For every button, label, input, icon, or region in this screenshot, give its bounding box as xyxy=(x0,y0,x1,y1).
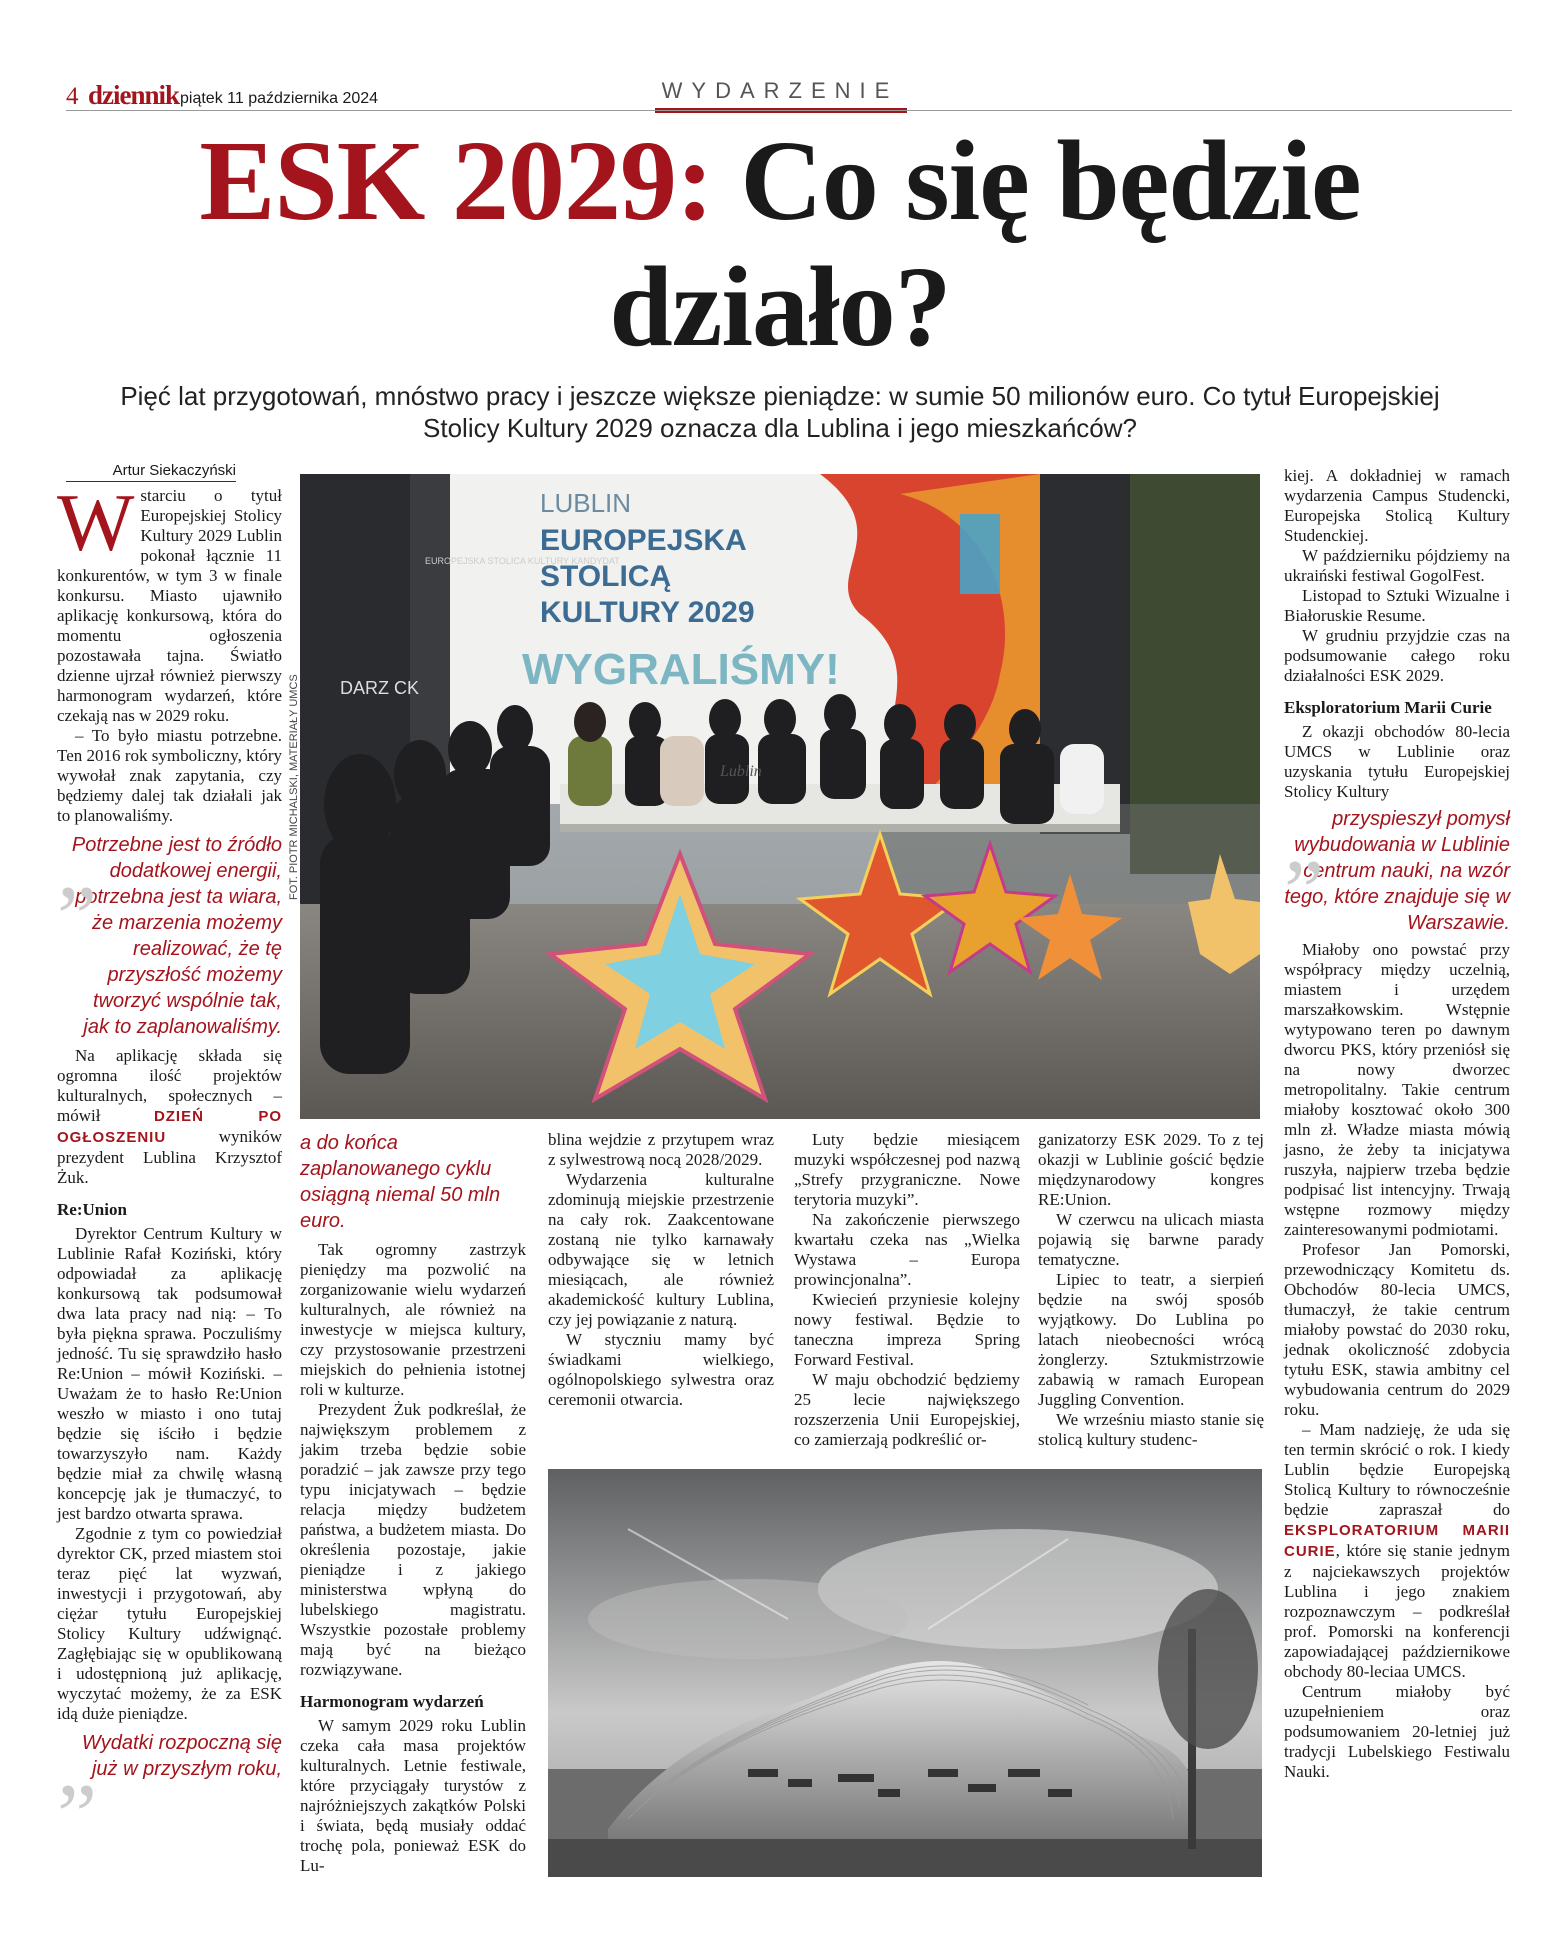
pull-quote-2-text: Wydatki rozpoczną się już w przyszłym roku, xyxy=(81,1732,282,1780)
quote-mark-icon: „ xyxy=(57,818,97,917)
col5-p3: Lipiec to teatr, a sierpień będzie na swój sposób wyjątkowy. Do Lublina po latach nieobecności wrócą żonglerzy. Sztukmistrzowie zabawią w ramach European Juggling Convention. xyxy=(1038,1270,1264,1409)
col1-p2: – To było miastu potrzebne. Ten 2016 rok symboliczny, który wywołał znak zapytania, czy będziemy dalej tak działali jak to planowaliśmy. xyxy=(57,726,282,825)
side-banner: EUROPEJSKA STOLICA KULTURY KANDYDAT xyxy=(425,556,620,566)
col6-p5: Z okazji obchodów 80-lecia UMCS w Lublinie oraz uzyskania tytułu Europejskiej Stolicy Kultury xyxy=(1284,722,1510,801)
col6-p2: W październiku pójdziemy na ukraiński festiwal GogolFest. xyxy=(1284,546,1510,585)
highlight-link-dzien[interactable]: DZIEŃ PO OGŁOSZENIU xyxy=(57,1108,283,1146)
col1-p4: Dyrektor Centrum Kultury w Lublinie Rafał Koziński, który odpowiadał za aplikację konkursową tak podsumował dwa lata pracy nad nią: – To była piękna sprawa. Poczuliśmy jedność. Tu się sprawdziło hasło Re:Union – mówił Koziński. – Uważam że to hasło Re:Union weszło w miasto i ono tutaj będzie się iściło i będzie towarzyszyło nam. Każdy będzie miał za chwilę własną koncepcję jak je tłumaczyć, to jest bardzo otwarta sprawa. xyxy=(57,1224,282,1523)
pull-quote-1 xyxy=(57,818,282,1040)
page-number: 4 xyxy=(66,83,79,110)
subheading-reunion: Re:Union xyxy=(57,1200,127,1219)
col3-p3: W styczniu mamy być świadkami wielkiego, ogólnopolskiego sylwestra oraz ceremonii otwarcia. xyxy=(548,1330,774,1409)
headline-red: ESK 2029: xyxy=(199,117,713,244)
pull-quote-3-text: przyspieszył pomysł wybudowania w Lublinie centrum nauki, na wzór tego, które znajduje się w Warszawie. xyxy=(1284,808,1510,934)
dropcap: W xyxy=(57,477,135,568)
col2-p3: W samym 2029 roku Lublin czeka cała masa projektów kulturalnych. Letnie festiwale, które przyciągały turystów z najróżniejszych zakątków Polski i świata, będą musiały oddać trochę pola, ponieważ ESK do Lu- xyxy=(300,1716,526,1875)
col5-p4: We wrześniu miasto stanie się stolicą kultury studenc- xyxy=(1038,1410,1264,1449)
left-sign: DARZ CK xyxy=(340,678,420,698)
col5-p1: ganizatorzy ESK 2029. To z tej okazji w Lublinie gościć będzie międzynarodowy kongres RE:Union. xyxy=(1038,1130,1264,1209)
quote-mark-icon: „ xyxy=(57,1716,97,1815)
headline xyxy=(60,118,1500,370)
col2-p1: Tak ogromny zastrzyk pieniędzy ma pozwolić na zorganizowanie wielu wydarzeń kulturalnych, ale również na inwestycje w miejsca kultury, czy przystosowanie przestrzeni miejskich do pełnienia istotnej roli w kulturze. xyxy=(300,1240,526,1399)
col6-p3: Listopad to Sztuki Wizualne i Białoruskie Resume. xyxy=(1284,586,1510,625)
screen-brand: Lublin xyxy=(720,763,762,780)
col6-p8b: , które się stanie jednym z najciekawszych projektów Lublina i jego znakiem rozpoznawczym – podkreślał prof. Pomorski na konferencji zapowiadającej październikowe obchody 80-leciaa UMCS. xyxy=(1284,1541,1510,1681)
headline-black-1: Co się będzie xyxy=(740,117,1361,244)
column-5 xyxy=(1038,1130,1264,1450)
col6-p8a: – Mam nadzieję, że uda się ten termin skrócić o rok. I kiedy Lublin będzie Europejską Stolicą Kultury to równocześnie będzie zapraszał do xyxy=(1284,1420,1510,1519)
author-byline: Artur Siekaczyński xyxy=(66,462,236,482)
col4-p3: Kwiecień przyniesie kolejny nowy festiwal. Będzie to taneczna impreza Spring Forward Festival. xyxy=(794,1290,1020,1369)
column-6 xyxy=(1284,466,1510,1782)
lead-paragraph: Pięć lat przygotowań, mnóstwo pracy i jeszcze większe pieniądze: w sumie 50 milionów euro. Co tytuł Europejskiej Stolicy Kultury 2029 oznacza dla Lublina i jego mieszkańców? xyxy=(120,381,1440,443)
column-1 xyxy=(57,477,283,1815)
col1-p1: starciu o tytuł Europejskiej Stolicy Kultury 2029 Lublin pokonał łącznie 11 konkurentów, w tym 3 w finale konkursu. Miasto ujawniło aplikację konkursową, która do momentu ogłoszenia pozostawała tajna. Światło dzienne ujrzał również pierwszy harmonogram wydarzeń, które czekają nas w 2029 roku. xyxy=(57,486,282,725)
column-4 xyxy=(794,1130,1020,1450)
col6-p1: kiej. A dokładniej w ramach wydarzenia Campus Studencki, Europejska Stolicą Kultury Studenckiej. xyxy=(1284,466,1510,545)
col4-p4: W maju obchodzić będziemy 25 lecie największego rozszerzenia Unii Europejskiej, co zamierzają podkreślić or- xyxy=(794,1370,1020,1449)
col6-p6: Miałoby ono powstać przy współpracy między uczelnią, miastem i urzędem marszałkowskim. Wstępnie wytypowano teren po dawnym dworcu PKS, który przeniósł się na nowy dworzec metropolitalny. Takie centrum miałoby kosztować około 300 mln zł. Władze miasta mówią jasno, że żeby ta inicjatywa ruszyła, najpierw trzeba będzie podpisać list intencyjny. Trwają wstępne rozmowy między zainteresowanymi podmiotami. xyxy=(1284,940,1510,1239)
pull-quote-3 xyxy=(1284,792,1510,936)
pull-quote-cont: a do końca zaplanowanego cyklu osiągną niemal 50 mln euro. xyxy=(300,1132,501,1232)
newspaper-logo: dziennik xyxy=(88,80,180,110)
col5-p2: W czerwcu na ulicach miasta pojawią się barwne parady tematyczne. xyxy=(1038,1210,1264,1269)
col6-p4: W grudniu przyjdzie czas na podsumowanie całego roku działalności ESK 2029. xyxy=(1284,626,1510,685)
screen-line-5: WYGRALIŚMY! xyxy=(522,645,840,694)
conference-photo xyxy=(300,474,1260,1119)
section-label: WYDARZENIE xyxy=(661,78,899,103)
subheading-eksploratorium: Eksploratorium Marii Curie xyxy=(1284,698,1492,717)
col4-p1: Luty będzie miesiącem muzyki współczesnej pod nazwą „Strefy przygraniczne. Nowe terytoria muzyki”. xyxy=(794,1130,1020,1209)
col4-p2: Na zakończenie pierwszego kwartału czeka nas „Wielka Wystawa – Europa prowincjonalna”. xyxy=(794,1210,1020,1289)
col2-p2: Prezydent Żuk podkreślał, że największym problemem z jakim trzeba będzie sobie poradzić – jak zawsze przy tego typu inicjatywach – będzie relacja między budżetem państwa, a budżetem miasta. Do określenia pozostaje, jakie pieniądze i z jakiego ministerstwa wpłyną do lubelskiego magistratu. Wszystkie pozostałe problemy mają być na bieżąco rozwiązywane. xyxy=(300,1400,526,1679)
col1-p3a: Na aplikację składa się ogromna ilość projektów kulturalnych, społecznych – mówił xyxy=(57,1046,282,1125)
col3-p1: blina wejdzie z przytupem wraz z sylwestrową nocą 2028/2029. xyxy=(548,1130,774,1169)
quote-mark-icon: „ xyxy=(1284,792,1324,891)
screen-line-3: STOLICĄ xyxy=(540,560,672,593)
eksploratorium-rendering xyxy=(548,1469,1262,1877)
headline-black-2: działo? xyxy=(609,243,951,370)
col1-p5: Zgodnie z tym co powiedział dyrektor CK, przed miastem stoi teraz pięć lat wyzwań, inwestycji i przygotowań, aby ciężar tytułu Europejskiej Stolicy Kultury udźwignąć. Zagłębiając się w opublikowaną i udostępnioną już aplikację, wyczytać możemy, że za ESK idą duże pieniądze. xyxy=(57,1524,282,1723)
col1-p3b: wyników prezydent Lublina Krzysztof Żuk. xyxy=(57,1127,282,1187)
col6-p9: Centrum miałoby być uzupełnieniem oraz podsumowaniem 20-letniej już tradycji Lubelskiego Festiwalu Nauki. xyxy=(1284,1682,1510,1781)
column-3 xyxy=(548,1130,774,1410)
col6-p7: Profesor Jan Pomorski, przewodniczący Komitetu ds. Obchodów 80-lecia UMCS, tłumaczył, że takie centrum miałoby powstać do 2030 roku, jednak okoliczność zdobycia tytułu ESK, stawia ambitny cel wybudowania centrum do 2029 roku. xyxy=(1284,1240,1510,1419)
screen-line-1: LUBLIN xyxy=(540,488,632,518)
subheading-harmonogram: Harmonogram wydarzeń xyxy=(300,1692,484,1711)
screen-line-2: EUROPEJSKA xyxy=(540,524,747,557)
pull-quote-1-text: Potrzebne jest to źródło dodatkowej energii, potrzebna jest ta wiara, że marzenia możemy realizować, że tę przyszłość możemy tworzyć wspólnie tak, jak to zaplanowaliśmy. xyxy=(71,834,282,1038)
column-2 xyxy=(300,1130,526,1876)
pull-quote-2 xyxy=(57,1716,282,1815)
photo-credit: FOT. PIOTR MICHALSKI, MATERIAŁY UMCS xyxy=(288,674,300,900)
highlight-link-eksploratorium[interactable]: EKSPLORATORIUM MARII CURIE xyxy=(1284,1522,1510,1560)
header-rule xyxy=(66,110,1512,111)
screen-line-4: KULTURY 2029 xyxy=(540,596,755,629)
issue-date: piątek 11 października 2024 xyxy=(180,90,379,107)
col3-p2: Wydarzenia kulturalne zdominują miejskie przestrzenie na cały rok. Zaakcentowane zostaną nie tylko karnawały odbywające się w letnich miesiącach, ale również akademickość kultury Lublina, czy jej powiązanie z naturą. xyxy=(548,1170,774,1329)
